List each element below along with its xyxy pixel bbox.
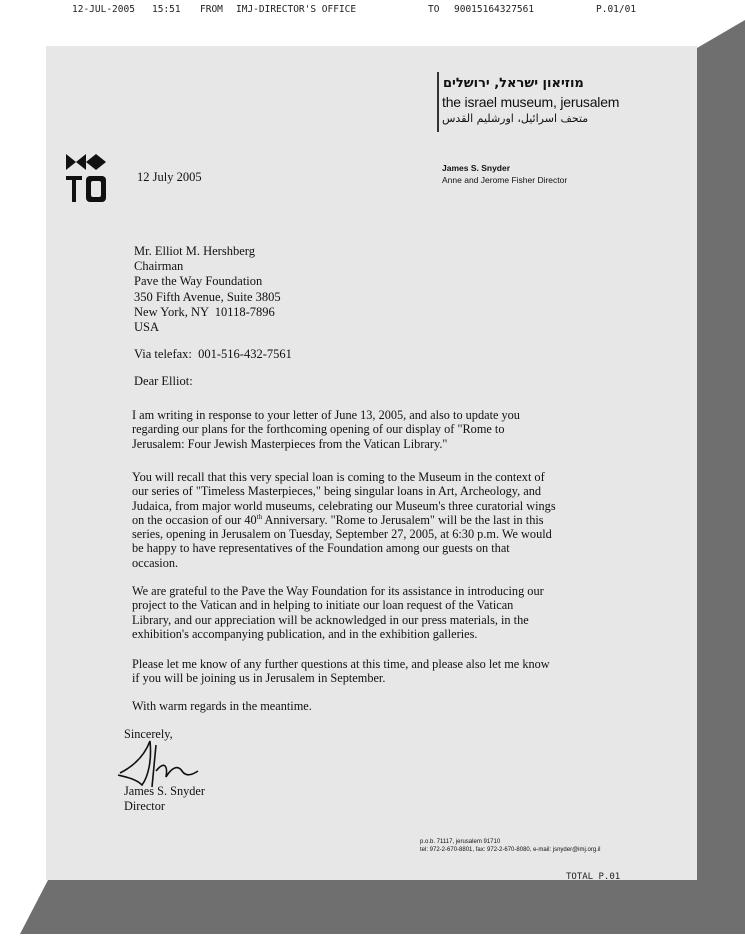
fax-page: P.01/01 xyxy=(596,4,637,15)
paragraph-4 xyxy=(132,657,592,686)
paragraph-line: You will recall that this very special loan is coming to the Museum in the context of xyxy=(132,470,545,484)
letter-date: 12 July 2005 xyxy=(137,170,202,184)
page-shadow-right xyxy=(697,48,745,928)
paragraph-line: Please let me know of any further questions at this time, and please also let me know xyxy=(132,657,550,671)
fax-total-pages: TOTAL P.01 xyxy=(566,872,621,882)
fax-transmission-header xyxy=(72,4,672,18)
page-shadow-bottom xyxy=(48,880,745,934)
letterhead-director-title: Anne and Jerome Fisher Director xyxy=(442,175,568,185)
signer-title: Director xyxy=(124,799,165,813)
page-shadow-corner-bottom xyxy=(20,880,48,934)
recipient-name: Mr. Elliot M. Hershberg xyxy=(134,244,255,258)
sincerely: Sincerely, xyxy=(124,727,173,741)
paragraph-line: Judaica, from major world museums, celebrating our Museum's three curatorial wings xyxy=(132,498,556,513)
paragraph-line: With warm regards in the meantime. xyxy=(132,699,312,713)
salutation: Dear Elliot: xyxy=(134,374,193,388)
museum-logo-icon xyxy=(66,154,106,214)
footer-contact: tel: 972-2-670-8801, fax: 972-2-670-8080, e-mail: jsnyder@imj.org.il xyxy=(420,847,601,853)
paragraph-2 xyxy=(132,470,592,570)
footer-address: p.o.b. 71117, jerusalem 91710 xyxy=(420,839,501,845)
paragraph-line: occasion. xyxy=(132,555,179,570)
fax-to-label: TO xyxy=(428,4,440,15)
recipient-address xyxy=(134,244,281,335)
letter-page xyxy=(46,46,697,880)
paragraph-3 xyxy=(132,584,592,641)
paragraph-line: I am writing in response to your letter of June 13, 2005, and also to update you xyxy=(132,408,520,422)
letterhead-rule xyxy=(437,72,439,132)
museum-name-arabic: متحف اسرائيل، اورشليم القدس xyxy=(442,112,589,125)
fax-time: 15:51 xyxy=(152,4,181,15)
handwritten-signature xyxy=(112,731,222,791)
fax-sender: IMJ-DIRECTOR'S OFFICE xyxy=(236,4,357,15)
fax-date: 12-JUL-2005 xyxy=(72,4,135,15)
line-text: Anniversary. "Rome to Jerusalem" will be the last in this xyxy=(262,512,544,527)
paragraph-5 xyxy=(132,699,592,713)
museum-name-english: the israel museum, jerusalem xyxy=(442,94,620,110)
recipient-street: 350 Fifth Avenue, Suite 3805 xyxy=(134,289,281,304)
paragraph-line: Jerusalem: Four Jewish Masterpieces from the Vatican Library." xyxy=(132,436,448,451)
museum-name-hebrew: מוזיאון ישראל, ירושלים xyxy=(443,76,584,91)
signer-name: James S. Snyder xyxy=(124,784,205,798)
fax-from-label: FROM xyxy=(200,4,223,15)
line-text: on the occasion of our 40 xyxy=(132,512,257,527)
paragraph-line: our series of "Timeless Masterpieces," being singular loans in Art, Archeology, and xyxy=(132,484,542,499)
paragraph-line: regarding our plans for the forthcoming opening of our display of "Rome to xyxy=(132,422,505,437)
paragraph-line: project to the Vatican and in helping to initiate our loan request of the Vatican xyxy=(132,598,514,613)
paragraph-line: if you will be joining us in Jerusalem in September. xyxy=(132,671,386,686)
paragraph-line: Library, and our appreciation will be acknowledged in our press materials, in the xyxy=(132,612,529,627)
paragraph-line xyxy=(132,513,592,527)
paragraph-line: exhibition's accompanying publication, and in the exhibition galleries. xyxy=(132,626,478,641)
recipient-country: USA xyxy=(134,320,160,335)
paragraph-line: series, opening in Jerusalem on Tuesday, September 27, 2005, at 6:30 p.m. We would xyxy=(132,527,552,542)
recipient-city: New York, NY 10118-7896 xyxy=(134,304,275,319)
paragraph-1 xyxy=(132,408,592,451)
via-telefax: Via telefax: 001-516-432-7561 xyxy=(134,347,292,361)
recipient-organization: Pave the Way Foundation xyxy=(134,274,263,289)
paragraph-line: We are grateful to the Pave the Way Foundation for its assistance in introducing our xyxy=(132,584,544,598)
signature-block xyxy=(124,784,205,814)
fax-number: 90015164327561 xyxy=(454,4,535,15)
recipient-title: Chairman xyxy=(134,259,184,274)
page-shadow-corner xyxy=(697,20,745,48)
ordinal-suffix: th xyxy=(256,512,263,521)
paragraph-line: be happy to have representatives of the Foundation among our guests on that xyxy=(132,541,510,556)
letterhead-director-name: James S. Snyder xyxy=(442,163,511,173)
